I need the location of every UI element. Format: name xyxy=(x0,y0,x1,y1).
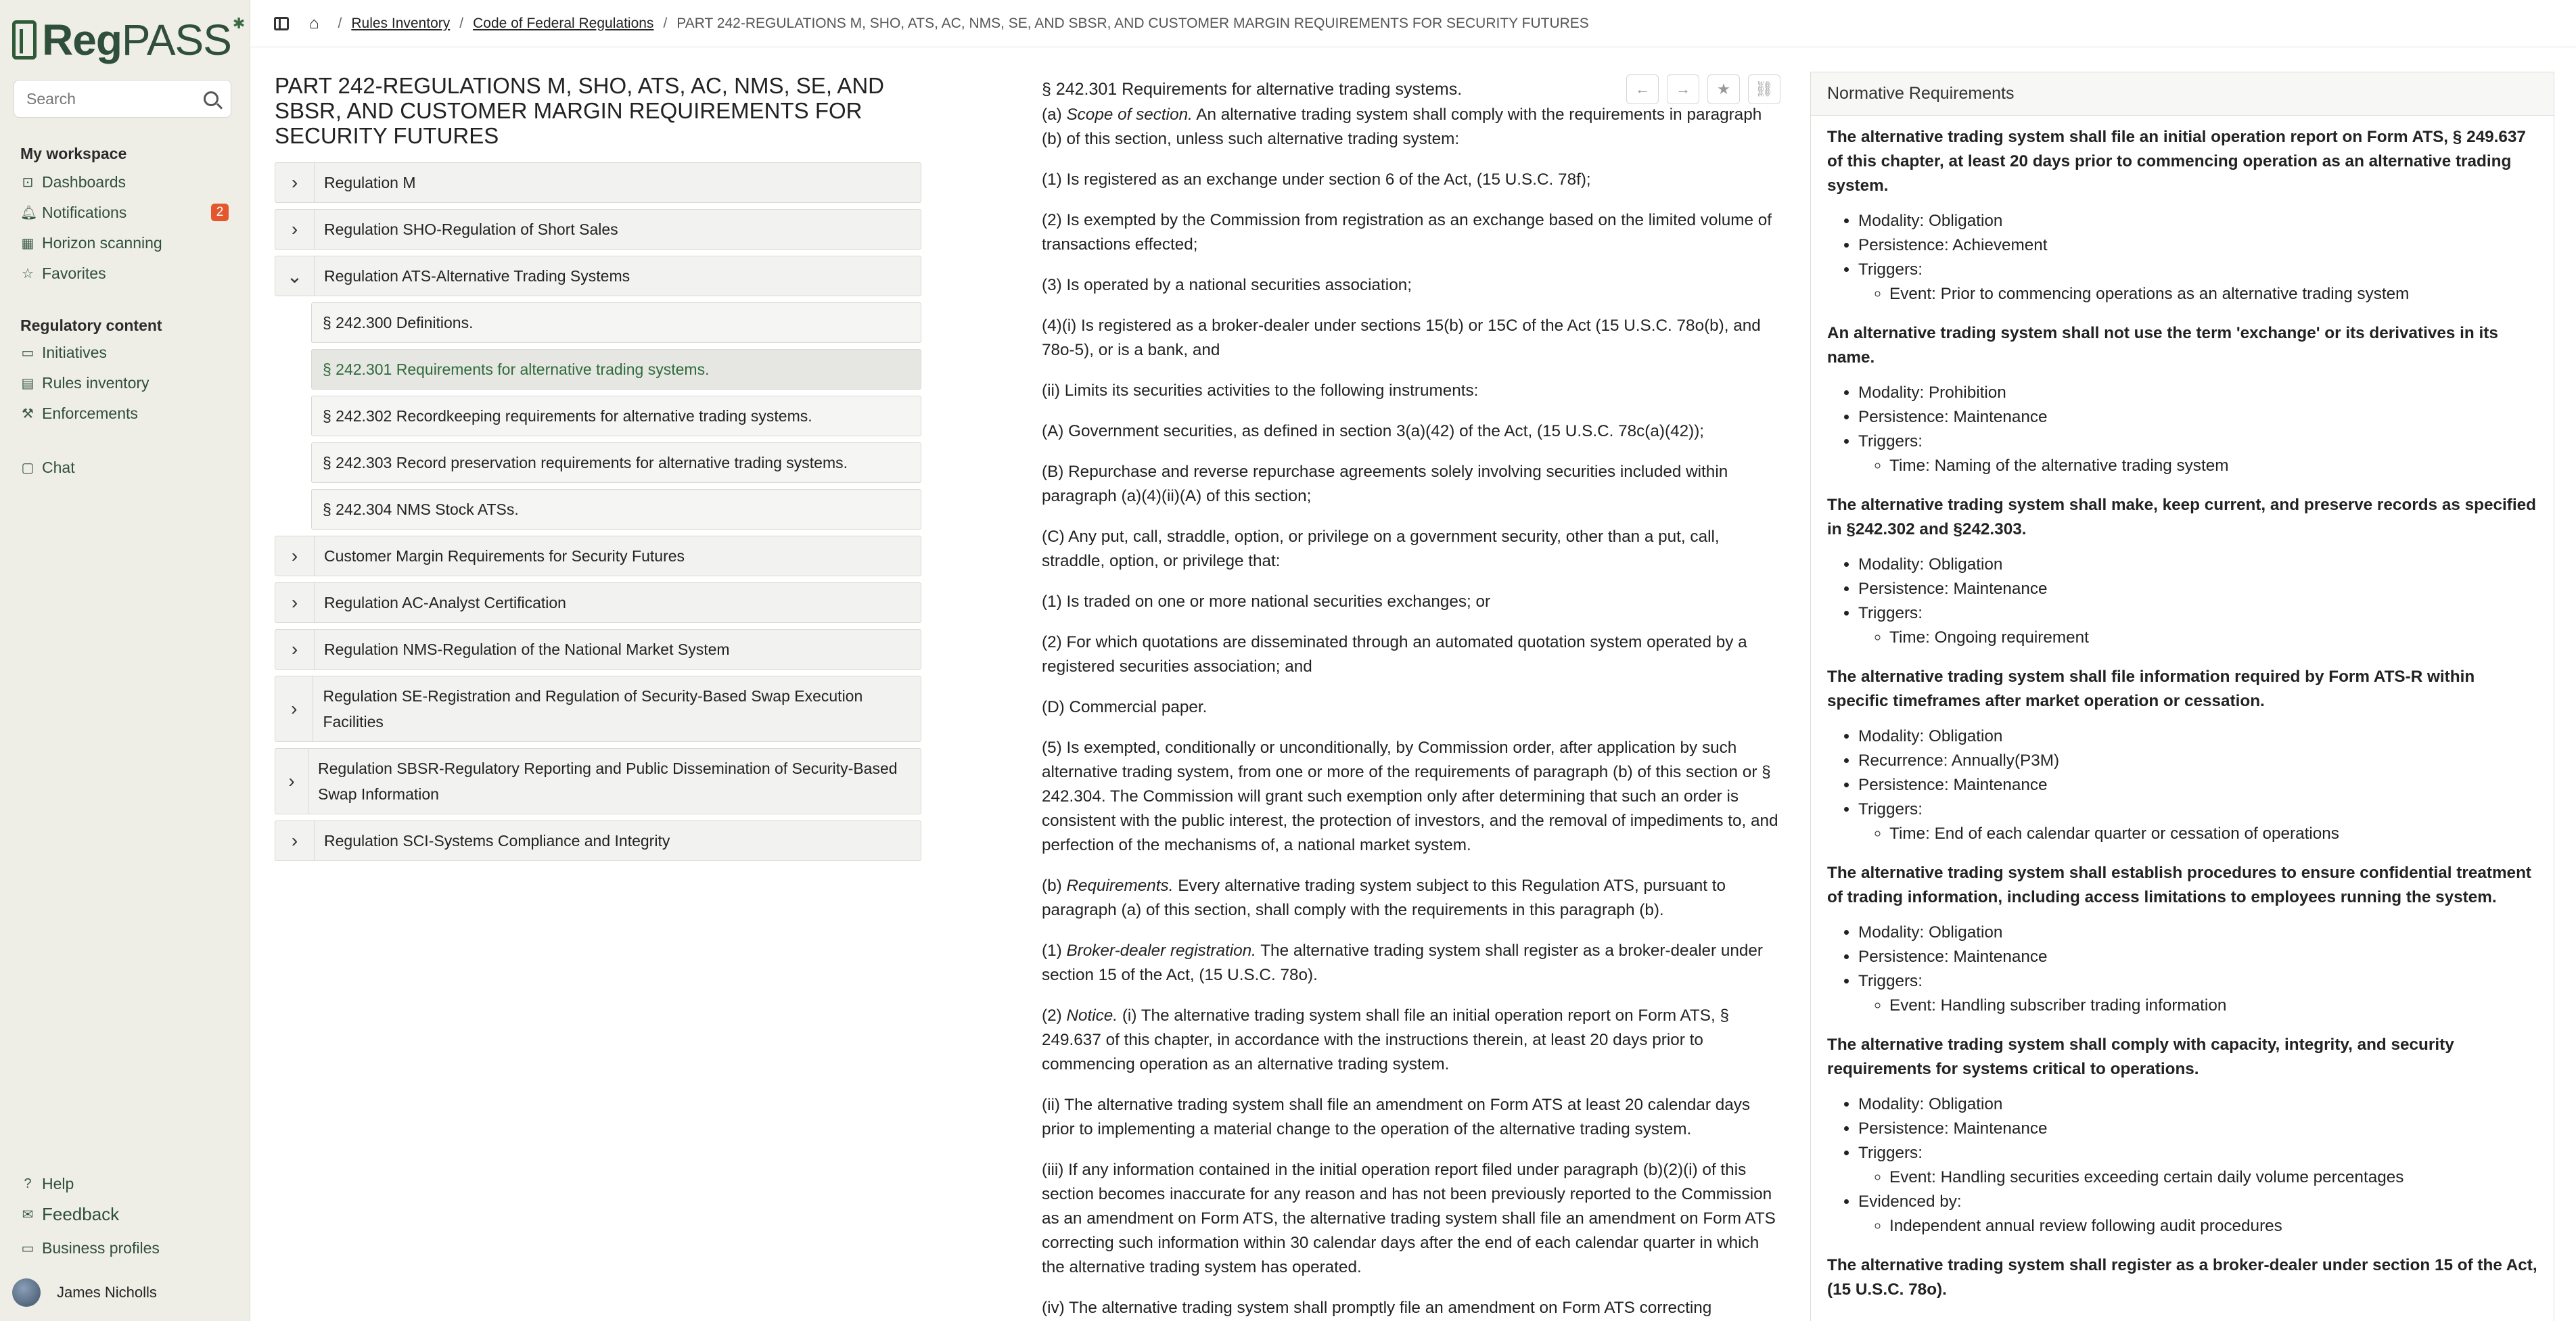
arrow-right-icon[interactable]: → xyxy=(1667,74,1699,104)
chevron-down-icon[interactable]: ⌄ xyxy=(275,256,315,296)
paragraph: (a) Scope of section. An alternative trading system shall comply with the requirements in paragraph (b) of this section, unless such alternative trading system: xyxy=(1042,106,1762,148)
home-icon[interactable]: ⌂ xyxy=(309,14,319,32)
paragraph: (b) Requirements. Every alternative trading system subject to this Regulation ATS, pursuant to paragraph (a) of this section, shall comply with the requirements in this paragraph (b). xyxy=(1042,877,1726,919)
tree-row-label: Regulation NMS-Regulation of the National Market System xyxy=(324,641,730,658)
feedback-icon: ✉ xyxy=(22,1207,34,1222)
requirement-title: The alternative trading system shall establish procedures to ensure confidential treatment of trading information, including access limitations to employees running the system. xyxy=(1827,864,2532,906)
nav-dashboards-label: Dashboards xyxy=(42,172,127,191)
tree-sub-label: § 242.303 Record preservation requirements for alternative trading systems. xyxy=(323,454,848,471)
requirement-sub-attribute: ◦ Event: Handling subscriber trading information xyxy=(1889,994,2537,1018)
tree-row-customer-margin[interactable] xyxy=(275,536,921,576)
requirement-title: The alternative trading system shall file an initial operation report on Form ATS, § 249.637 of this chapter, at least 20 days prior to commencing operation as an alternative trading system. xyxy=(1827,128,2526,195)
arrow-left-icon[interactable]: ← xyxy=(1626,74,1659,104)
paragraph: (1) Is registered as an exchange under section 6 of the Act, (15 U.S.C. 78f); xyxy=(1042,170,1591,189)
workspace-title: My workspace xyxy=(20,145,127,162)
tree-row-regulation-sci[interactable] xyxy=(275,820,921,861)
breadcrumb-current: PART 242-REGULATIONS M, SHO, ATS, AC, NMS, SE, AND SBSR, AND CUSTOMER MARGIN REQUIREMENTS FOR SECURITY FUTURES xyxy=(676,15,1589,31)
briefcase-icon: ▭ xyxy=(21,345,34,361)
nav-dashboards[interactable] xyxy=(20,170,126,193)
requirement-sub-attribute: ◦ Event: Prior to commencing operations as an alternative trading system xyxy=(1889,282,2537,306)
requirement-sub-attribute: ◦ Time: Ongoing requirement xyxy=(1889,626,2537,650)
requirement-title: The alternative trading system shall file information required by Form ATS-R within specific timeframes after market operation or cessation. xyxy=(1827,668,2475,710)
normative-panel xyxy=(1810,72,2554,1321)
profile-icon: ▭ xyxy=(21,1241,34,1256)
gavel-icon: ⚒ xyxy=(22,406,34,421)
paragraph: (ii) The alternative trading system shall file an amendment on Form ATS at least 20 calendar days prior to implementing a material change to the operation of the alternative trading system. xyxy=(1042,1096,1751,1138)
help-icon: ? xyxy=(24,1176,32,1191)
tree-row-label: Regulation SCI-Systems Compliance and Integrity xyxy=(324,832,670,850)
nav-enforcements-label: Enforcements xyxy=(42,404,138,422)
tree-sub-label: § 242.301 Requirements for alternative trading systems. xyxy=(323,361,710,378)
star-icon: ☆ xyxy=(22,266,34,281)
chevron-right-icon[interactable]: › xyxy=(275,210,315,249)
requirement-sub-attribute: ◦ Time: Naming of the alternative trading system xyxy=(1889,454,2537,478)
logo[interactable] xyxy=(12,15,245,65)
tree-sub-label: § 242.302 Recordkeeping requirements for alternative trading systems. xyxy=(323,407,812,425)
requirement-title: An alternative trading system shall not use the term 'exchange' or its derivatives in its name. xyxy=(1827,324,2498,367)
chevron-right-icon[interactable]: › xyxy=(275,676,313,741)
paragraph: (1) Is traded on one or more national securities exchanges; or xyxy=(1042,593,1491,611)
tree-row-label: Regulation SHO-Regulation of Short Sales xyxy=(324,221,618,238)
nav-profiles-label: Business profiles xyxy=(42,1238,160,1257)
nav-help[interactable] xyxy=(20,1172,74,1195)
requirement-attribute: • Recurrence: Annually(P3M) xyxy=(1858,749,2537,773)
requirement-attribute: • Persistence: Maintenance xyxy=(1858,1117,2537,1141)
tree-sub-label: § 242.300 Definitions. xyxy=(323,314,474,331)
requirement-item xyxy=(1827,665,2537,846)
tree-row-regulation-sho[interactable] xyxy=(275,209,921,250)
chevron-right-icon[interactable]: › xyxy=(275,583,315,622)
chart-icon: ▦ xyxy=(21,235,34,251)
user-name: James Nicholls xyxy=(57,1284,157,1301)
tree-row-label: Regulation SE-Registration and Regulation of Security-Based Swap Execution Facilities xyxy=(323,687,863,731)
nav-chat-label: Chat xyxy=(42,458,75,476)
paragraph: (A) Government securities, as defined in section 3(a)(42) of the Act, (15 U.S.C. 78c(a)(42)); xyxy=(1042,422,1705,440)
requirement-item xyxy=(1827,1253,2537,1302)
logo-text-bold: Reg xyxy=(42,16,122,64)
requirement-attribute: • Modality: Obligation xyxy=(1858,921,2537,945)
paragraph: (5) Is exempted, conditionally or unconditionally, by Commission order, after application by such alternative trading system, from one or more of the requirements of paragraph (b) of this section or § 242.304. The Commission will grant such exemption only after determining that such an order is consistent with the public interest, the protection of investors, and the removal of impediments to, and perfection of the mechanisms of, a national market system. xyxy=(1042,739,1778,854)
paragraph: (B) Repurchase and reverse repurchase agreements solely involving securities included within paragraph (a)(4)(ii)(A) of this section; xyxy=(1042,463,1728,505)
requirement-title: The alternative trading system shall comply with capacity, integrity, and security requirements for systems critical to operations. xyxy=(1827,1036,2454,1078)
dashboard-icon: ⊡ xyxy=(22,175,34,190)
notifications-badge: 2 xyxy=(211,204,229,221)
tree-row-label: Regulation AC-Analyst Certification xyxy=(324,594,566,611)
tree-row-regulation-sbsr[interactable] xyxy=(275,748,921,814)
sidebar-toggle-icon[interactable] xyxy=(274,17,289,30)
requirement-sub-attribute: ◦ Time: End of each calendar quarter or cessation of operations xyxy=(1889,822,2537,846)
tree-sub-242-304[interactable] xyxy=(311,489,921,530)
user-profile[interactable] xyxy=(12,1278,157,1307)
nav-horizon-label: Horizon scanning xyxy=(42,233,162,252)
requirement-item xyxy=(1827,1033,2537,1238)
tree-row-regulation-se[interactable] xyxy=(275,676,921,742)
bell-icon: 🔔︎ xyxy=(20,205,38,221)
nav-notifications-label: Notifications xyxy=(42,203,127,221)
tree-sub-label: § 242.304 NMS Stock ATSs. xyxy=(323,501,519,518)
requirement-attribute: • Triggers: xyxy=(1858,430,2537,454)
requirement-attribute: • Persistence: Maintenance xyxy=(1858,405,2537,430)
requirement-attribute: • Modality: Obligation xyxy=(1858,553,2537,577)
tree-sub-242-300[interactable] xyxy=(311,302,921,343)
paragraph: (2) Is exempted by the Commission from registration as an exchange based on the limited volume of transactions effected; xyxy=(1042,211,1772,254)
chat-icon: ▢ xyxy=(21,460,34,476)
breadcrumb-rules-inventory[interactable]: Rules Inventory xyxy=(351,15,451,31)
regulatory-title: Regulatory content xyxy=(20,317,162,334)
paragraph: (1) Broker-dealer registration. The alternative trading system shall register as a broker-dealer under section 15 of the Act, (15 U.S.C. 78o). xyxy=(1042,942,1763,984)
nav-horizon-scanning[interactable] xyxy=(20,231,162,254)
requirement-attribute: • Triggers: xyxy=(1858,1141,2537,1165)
chevron-right-icon[interactable]: › xyxy=(275,536,315,576)
requirement-attribute: • Modality: Obligation xyxy=(1858,724,2537,749)
paragraph: (ii) Limits its securities activities to the following instruments: xyxy=(1042,381,1479,400)
document-text xyxy=(1042,76,1786,1321)
tree-row-regulation-ats[interactable] xyxy=(275,256,921,296)
requirement-sub-attribute: ◦ Independent annual review following audit procedures xyxy=(1889,1214,2537,1238)
paragraph: (2) For which quotations are disseminated through an automated quotation system operated by a registered securities association; and xyxy=(1042,633,1747,676)
regulation-tree xyxy=(275,162,921,867)
breadcrumb: ⌂ / Rules Inventory / Code of Federal Regulations / PART 242-REGULATIONS M, SHO, ATS, AC, NMS, SE, AND SBSR, AND CUSTOMER MARGIN REQUIREMENTS FOR SECURITY FUTURES xyxy=(251,0,2576,47)
search-icon[interactable] xyxy=(204,91,218,106)
nav-favorites-label: Favorites xyxy=(42,264,106,282)
section-heading: § 242.301 Requirements for alternative trading systems. xyxy=(1042,80,1463,99)
tree-row-label: Customer Margin Requirements for Security Futures xyxy=(324,547,685,565)
tree-row-label: Regulation ATS-Alternative Trading Systems xyxy=(324,267,630,285)
tree-sub-242-303[interactable] xyxy=(311,442,921,483)
requirement-item xyxy=(1827,861,2537,1018)
nav-feedback-label: Feedback xyxy=(42,1203,120,1224)
tree-row-label: Regulation M xyxy=(324,174,416,191)
requirement-item xyxy=(1827,125,2537,306)
tree-row-label: Regulation SBSR-Regulatory Reporting and Public Dissemination of Security-Based Swap Information xyxy=(317,760,898,803)
nav-notifications[interactable] xyxy=(20,201,127,224)
requirement-item xyxy=(1827,321,2537,478)
nav-business-profiles[interactable] xyxy=(20,1236,160,1259)
nav-initiatives-label: Initiatives xyxy=(42,343,107,361)
star-icon[interactable]: ★ xyxy=(1707,74,1740,104)
requirement-attribute: • Triggers: xyxy=(1858,258,2537,282)
nav-rules-inventory[interactable] xyxy=(20,371,150,394)
nav-initiatives[interactable] xyxy=(20,341,107,364)
nav-enforcements[interactable] xyxy=(20,402,138,425)
paragraph: (D) Commercial paper. xyxy=(1042,698,1208,716)
logo-text: PASS xyxy=(121,16,231,64)
nav-help-label: Help xyxy=(42,1174,74,1192)
paragraph: (C) Any put, call, straddle, option, or privilege on a government security, other than a put, call, straddle, option, or privilege that: xyxy=(1042,528,1720,570)
paragraph: (2) Notice. (i) The alternative trading system shall file an initial operation report on Form ATS, § 249.637 of this chapter, in accordance with the instructions therein, at least 20 days prior to commencing operation as an alternative trading system. xyxy=(1042,1006,1729,1073)
requirement-title: The alternative trading system shall register as a broker-dealer under section 15 of the Act, (15 U.S.C. 78o). xyxy=(1827,1256,2537,1299)
chevron-right-icon[interactable]: › xyxy=(275,630,315,669)
search-input[interactable] xyxy=(14,80,190,117)
chevron-right-icon[interactable]: › xyxy=(275,163,315,202)
requirement-sub-attribute: ◦ Event: Handling securities exceeding certain daily volume percentages xyxy=(1889,1165,2537,1190)
logo-star-icon: ✱ xyxy=(232,15,246,32)
tree-sub-242-301[interactable] xyxy=(311,349,921,390)
chevron-right-icon[interactable]: › xyxy=(275,749,308,814)
requirement-attribute: • Evidenced by: xyxy=(1858,1190,2537,1214)
link-icon[interactable]: ⛓ xyxy=(1748,74,1780,104)
requirement-attribute: • Modality: Obligation xyxy=(1858,1092,2537,1117)
requirement-attribute: • Persistence: Maintenance xyxy=(1858,945,2537,969)
avatar xyxy=(12,1278,41,1307)
nav-chat[interactable] xyxy=(20,456,75,479)
tree-sub-242-302[interactable] xyxy=(311,396,921,436)
book-icon: ▤ xyxy=(21,375,34,391)
requirement-attribute: • Persistence: Achievement xyxy=(1858,233,2537,258)
sidebar xyxy=(0,0,250,1321)
requirement-attribute: • Triggers: xyxy=(1858,601,2537,626)
tree-row-regulation-m[interactable] xyxy=(275,162,921,203)
page-title: PART 242-REGULATIONS M, SHO, ATS, AC, NMS, SE, AND SBSR, AND CUSTOMER MARGIN REQUIREMENTS FOR SECURITY FUTURES xyxy=(275,73,885,148)
requirement-attribute: • Modality: Obligation xyxy=(1858,209,2537,233)
tree-row-regulation-nms[interactable] xyxy=(275,629,921,670)
paragraph: (4)(i) Is registered as a broker-dealer under sections 15(b) or 15C of the Act (15 U.S.C. 78o(b), and 78o-5), or is a bank, and xyxy=(1042,317,1761,359)
requirement-attribute: • Persistence: Maintenance xyxy=(1858,773,2537,797)
normative-title: Normative Requirements xyxy=(1811,72,2554,116)
requirement-attribute: • Triggers: xyxy=(1858,969,2537,994)
paragraph: (3) Is operated by a national securities association; xyxy=(1042,276,1412,294)
requirement-title: The alternative trading system shall make, keep current, and preserve records as specified in §242.302 and §242.303. xyxy=(1827,496,2536,538)
requirement-attribute: • Persistence: Maintenance xyxy=(1858,577,2537,601)
chevron-right-icon[interactable]: › xyxy=(275,821,315,860)
nav-rules-label: Rules inventory xyxy=(42,373,150,392)
requirement-attribute: • Modality: Prohibition xyxy=(1858,381,2537,405)
search-box xyxy=(14,80,231,118)
tree-row-regulation-ac[interactable] xyxy=(275,582,921,623)
requirement-item xyxy=(1827,493,2537,650)
paragraph: (iii) If any information contained in the initial operation report filed under paragraph (b)(2)(i) of this section becomes inaccurate for any reason and has not been previously reported to the Commission as an amendment on Form ATS, the alternative trading system shall file an amendment on Form ATS correcting such information within 30 calendar days after the end of each calendar quarter in which the alternative trading system has operated. xyxy=(1042,1161,1776,1276)
logo-icon xyxy=(12,20,37,60)
nav-feedback[interactable] xyxy=(20,1203,119,1226)
nav-favorites[interactable] xyxy=(20,262,106,285)
breadcrumb-cfr[interactable]: Code of Federal Regulations xyxy=(473,15,654,31)
normative-list xyxy=(1811,116,2554,1321)
paragraph: (iv) The alternative trading system shall promptly file an amendment on Form ATS correcting xyxy=(1042,1299,1712,1317)
requirement-attribute: • Triggers: xyxy=(1858,797,2537,822)
